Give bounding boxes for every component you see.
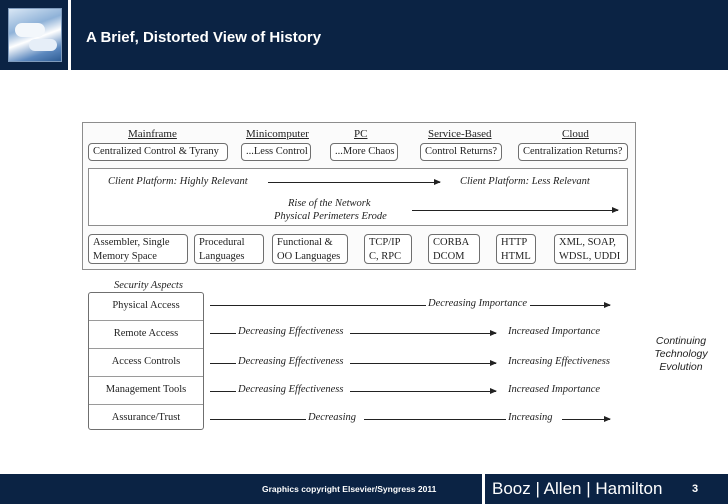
slide-header	[0, 0, 728, 70]
platform-arrow	[268, 182, 440, 183]
security-heading: Security Aspects	[114, 280, 183, 291]
page-number: 3	[692, 483, 699, 495]
tech-line: CORBA	[433, 237, 470, 248]
tech-line: Functional &	[277, 237, 333, 248]
tech-line: WDSL, UDDI	[559, 251, 621, 262]
footer-divider	[482, 474, 485, 504]
tech-line: C, RPC	[369, 251, 402, 262]
aspect-line	[210, 333, 236, 334]
brand-logo-text: Booz | Allen | Hamilton	[492, 479, 663, 498]
tech-line: Procedural	[199, 237, 245, 248]
network-label: Rise of the Network	[288, 198, 371, 209]
aspect-arrow	[350, 333, 496, 334]
aspect-name: Remote Access	[113, 328, 179, 339]
cloud-shape	[29, 39, 57, 51]
history-diagram	[78, 118, 640, 438]
slide-footer	[0, 474, 728, 504]
tech-box	[272, 234, 348, 264]
era-box: Control Returns?	[420, 143, 502, 161]
tech-line: Memory Space	[93, 251, 157, 262]
aspect-name: Management Tools	[105, 384, 187, 395]
era-box: ...More Chaos	[330, 143, 398, 161]
era-box: ...Less Control	[241, 143, 311, 161]
aspect-name: Assurance/Trust	[111, 412, 181, 423]
era-heading: Minicomputer	[246, 128, 309, 140]
side-note-line: Continuing	[655, 335, 707, 347]
aspect-line	[210, 419, 306, 420]
tech-line: TCP/IP	[369, 237, 401, 248]
tech-line: OO Languages	[277, 251, 341, 262]
aspect-trend-left: Decreasing Effectiveness	[238, 326, 344, 337]
aspect-divider	[89, 320, 203, 321]
sky-photo	[8, 8, 62, 62]
era-box: Centralization Returns?	[518, 143, 628, 161]
side-note-line: Technology	[654, 348, 708, 360]
tech-line: HTML	[501, 251, 531, 262]
era-heading: PC	[354, 128, 368, 140]
network-label: Physical Perimeters Erode	[274, 211, 387, 222]
tech-box	[194, 234, 264, 264]
aspect-divider	[89, 348, 203, 349]
aspect-trend-left: Decreasing Effectiveness	[238, 384, 344, 395]
aspect-line	[364, 419, 506, 420]
aspect-divider	[89, 404, 203, 405]
security-aspects-box	[88, 292, 204, 430]
tech-box	[554, 234, 628, 264]
aspect-trend-right: Increased Importance	[508, 326, 601, 337]
era-box: Centralized Control & Tyrany	[88, 143, 228, 161]
aspect-trend-right: Increasing Effectiveness	[508, 356, 610, 367]
era-heading: Mainframe	[128, 128, 177, 140]
aspect-line	[210, 305, 426, 306]
tech-line: HTTP	[501, 237, 528, 248]
era-heading: Service-Based	[428, 128, 492, 140]
aspect-divider	[89, 376, 203, 377]
aspect-arrow	[350, 391, 496, 392]
aspect-trend-left: Decreasing Effectiveness	[238, 356, 344, 367]
header-divider	[68, 0, 71, 70]
tech-box	[88, 234, 188, 264]
tech-box	[428, 234, 480, 264]
network-arrow	[412, 210, 618, 211]
aspect-name: Access Controls	[111, 356, 181, 367]
aspect-trend-right: Increasing	[508, 412, 553, 423]
platform-start-label: Client Platform: Highly Relevant	[108, 176, 248, 187]
side-note	[646, 335, 716, 374]
aspect-trend-right: Decreasing Importance	[428, 298, 528, 309]
era-heading: Cloud	[562, 128, 589, 140]
side-note-line: Evolution	[659, 361, 703, 373]
platform-end-label: Client Platform: Less Relevant	[460, 176, 590, 187]
aspect-line	[210, 391, 236, 392]
copyright-text: Graphics copyright Elsevier/Syngress 2011	[262, 484, 437, 494]
aspect-line	[210, 363, 236, 364]
cloud-shape	[15, 23, 45, 37]
tech-box	[364, 234, 412, 264]
slide-title: A Brief, Distorted View of History	[86, 29, 322, 46]
aspect-name: Physical Access	[112, 300, 180, 311]
aspect-trend-right: Increased Importance	[508, 384, 601, 395]
tech-box	[496, 234, 536, 264]
tech-line: XML, SOAP,	[559, 237, 616, 248]
tech-line: DCOM	[433, 251, 465, 262]
aspect-trend-left: Decreasing	[308, 412, 357, 423]
aspect-arrow	[530, 305, 610, 306]
tech-line: Assembler, Single	[93, 237, 170, 248]
tech-line: Languages	[199, 251, 245, 262]
aspect-arrow	[350, 363, 496, 364]
aspect-arrow	[562, 419, 610, 420]
